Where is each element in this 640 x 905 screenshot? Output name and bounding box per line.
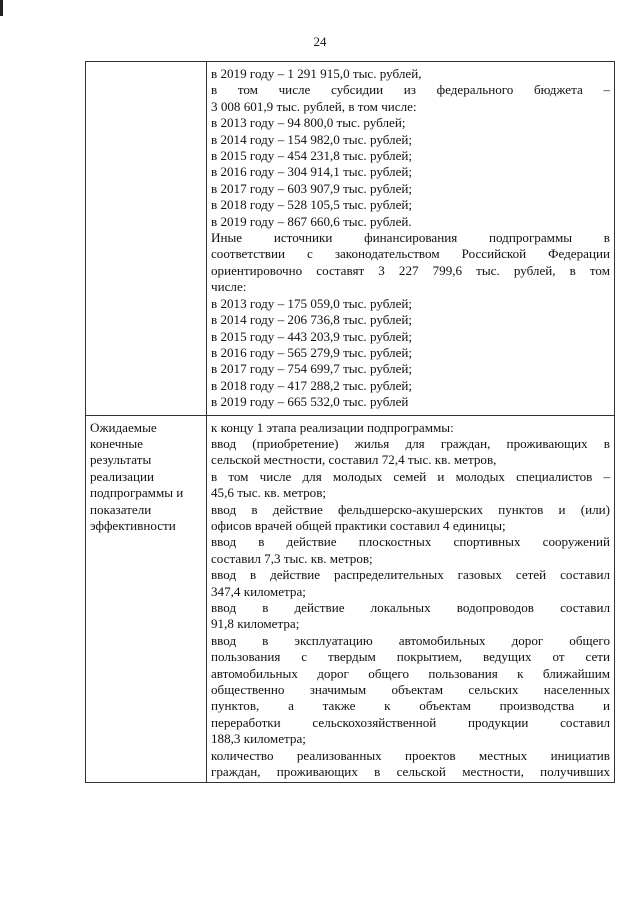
text-line: офисов врачей общей практики составил 4 единицы;	[211, 517, 506, 533]
text-line: 91,8 километра;	[211, 616, 300, 632]
text-line: пользования с твердым покрытием, ведущих от сети	[211, 649, 610, 665]
text-line: ориентировочно составят 3 227 799,6 тыс. рублей, в том	[211, 262, 610, 278]
label-line: результаты	[90, 452, 152, 468]
text-line: соответствии с законодательством Российской Федерации	[211, 246, 610, 262]
text-line: к концу 1 этапа реализации подпрограммы:	[211, 419, 454, 435]
text-line: в 2017 году – 603 907,9 тыс. рублей;	[211, 180, 413, 196]
row-label-cell	[86, 415, 207, 783]
text-line: 188,3 километра;	[211, 731, 306, 747]
label-line: Ожидаемые	[90, 419, 157, 435]
text-line: количество реализованных проектов местных инициатив	[211, 747, 610, 763]
results-cell	[207, 415, 615, 783]
text-line: в 2019 году – 1 291 915,0 тыс. рублей,	[211, 66, 422, 81]
results-text	[211, 420, 610, 781]
text-line: Иные источники финансирования подпрограммы в	[211, 230, 610, 246]
results-label	[90, 420, 202, 535]
text-line: граждан, проживающих в сельской местности, получивших	[211, 764, 610, 780]
text-line: в 2019 году – 867 660,6 тыс. рублей.	[211, 213, 412, 229]
text-line: ввод в действие плоскостных спортивных сооружений	[211, 534, 610, 550]
label-line: эффективности	[90, 517, 176, 533]
scan-corner-mark	[0, 0, 3, 16]
text-line: 45,6 тыс. кв. метров;	[211, 485, 327, 501]
text-line: в 2015 году – 454 231,8 тыс. рублей;	[211, 148, 413, 164]
text-line: в 2016 году – 304 914,1 тыс. рублей;	[211, 164, 413, 180]
text-line: в 2015 году – 443 203,9 тыс. рублей;	[211, 328, 413, 344]
text-line: 347,4 километра;	[211, 583, 306, 599]
label-line: подпрограммы и	[90, 485, 184, 501]
text-line: ввод в действие распределительных газовых сетей составил	[211, 567, 610, 583]
text-line: составил 7,3 тыс. кв. метров;	[211, 550, 373, 566]
text-line: в 2013 году – 175 059,0 тыс. рублей;	[211, 295, 413, 311]
label-line: показатели	[90, 501, 152, 517]
row-label-cell	[86, 62, 207, 416]
table-row	[86, 415, 615, 783]
text-line: в 2018 году – 528 105,5 тыс. рублей;	[211, 197, 413, 213]
text-line: ввод в действие фельдшерско-акушерских пунктов и (или)	[211, 501, 610, 517]
text-line: сельской местности, составил 72,4 тыс. кв. метров,	[211, 452, 497, 468]
text-line: пунктов, а также к объектам производства и	[211, 698, 610, 714]
label-line: конечные	[90, 435, 143, 451]
text-line: в 2014 году – 206 736,8 тыс. рублей;	[211, 312, 413, 328]
funding-cell	[207, 62, 615, 416]
program-passport-table	[85, 61, 615, 783]
text-line: в 2014 году – 154 982,0 тыс. рублей;	[211, 131, 413, 147]
text-line: в 2013 году – 94 800,0 тыс. рублей;	[211, 115, 406, 131]
table-row	[86, 62, 615, 416]
text-line: в 2018 году – 417 288,2 тыс. рублей;	[211, 377, 413, 393]
text-line: в том числе субсидии из федерального бюджета –	[211, 82, 610, 98]
text-line: автомобильных дорог общего пользования к ближайшим	[211, 665, 610, 681]
text-line: 3 008 601,9 тыс. рублей, в том числе:	[211, 98, 417, 114]
text-line: ввод в действие локальных водопроводов составил	[211, 600, 610, 615]
text-line: в 2016 году – 565 279,9 тыс. рублей;	[211, 344, 413, 360]
text-line: в 2017 году – 754 699,7 тыс. рублей;	[211, 361, 413, 377]
text-line: в том числе для молодых семей и молодых специалистов –	[211, 468, 610, 484]
text-line: общественно значимым объектам сельских населенных	[211, 682, 610, 698]
text-line: ввод (приобретение) жилья для граждан, проживающих в	[211, 435, 610, 451]
text-line: числе:	[211, 279, 247, 295]
page-number: 24	[313, 34, 327, 49]
text-line: переработки сельскохозяйственной продукции составил	[211, 714, 610, 730]
funding-text	[211, 66, 610, 411]
text-line: в 2019 году – 665 532,0 тыс. рублей	[211, 394, 409, 410]
text-line: ввод в эксплуатацию автомобильных дорог общего	[211, 632, 610, 648]
label-line: реализации	[90, 468, 154, 484]
